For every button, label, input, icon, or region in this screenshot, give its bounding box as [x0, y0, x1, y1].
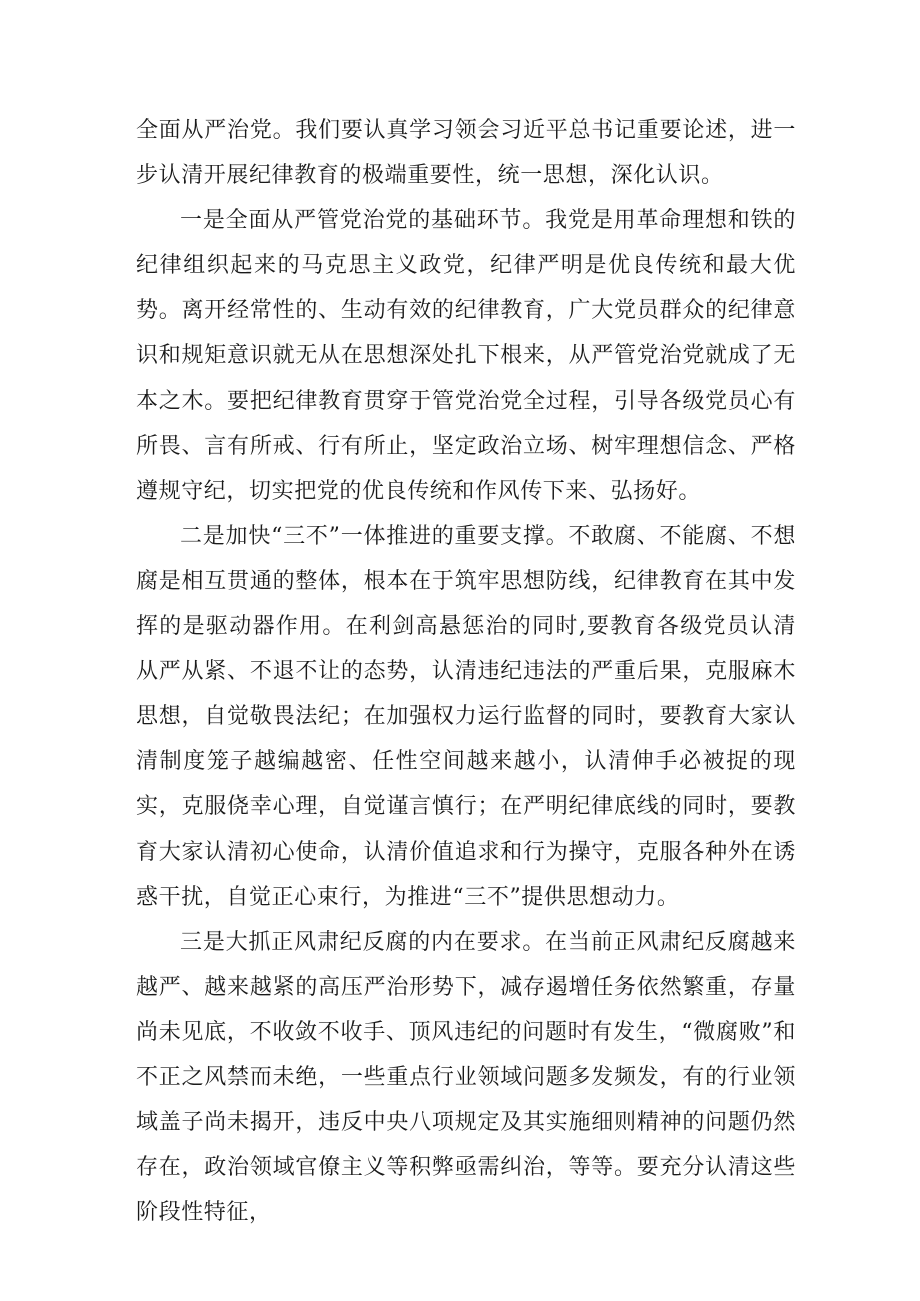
paragraph-point-two: 二是加快“三不”一体推进的重要支撑。不敢腐、不能腐、不想腐是相互贯通的整体，根本在于筑牢思想防线，纪律教育在其中发挥的是驱动器作用。在利剑高悬惩治的同时,要教育各级党员认清从严从紧、不退不让的态势，认清违纪违法的严重后果，克服麻木思想，自觉敬畏法纪；在加强权力运行监督的同时，要教育大家认清制度笼子越编越密、任性空间越来越小，认清伸手必被捉的现实，克服侥幸心理，自觉谨言慎行；在严明纪律底线的同时，要教育大家认清初心使命，认清价值追求和行为操守，克服各种外在诱惑干扰，自觉正心束行，为推进“三不”提供思想动力。: [136, 523, 796, 910]
paragraph-point-one: 一是全面从严管党治党的基础环节。我党是用革命理想和铁的纪律组织起来的马克思主义政党，纪律严明是优良传统和最大优势。离开经常性的、生动有效的纪律教育，广大党员群众的纪律意识和规矩意识就无从在思想深处扎下根来，从严管党治党就成了无本之木。要把纪律教育贯穿于管党治党全过程，引导各级党员心有所畏、言有所戒、行有所止，坚定政治立场、树牢理想信念、严格遵规守纪，切实把党的优良传统和作风传下来、弘扬好。: [136, 208, 796, 504]
document-body: [136, 108, 796, 1235]
paragraph-continuation: 全面从严治党。我们要认真学习领会习近平总书记重要论述，进一步认清开展纪律教育的极端重要性，统一思想，深化认识。: [136, 118, 796, 189]
paragraph-point-three: 三是大抓正风肃纪反腐的内在要求。在当前正风肃纪反腐越来越严、越来越紧的高压严治形势下，减存遏增任务依然繁重，存量尚未见底，不收敛不收手、顶风违纪的问题时有发生，“微腐败”和不正之风禁而未绝，一些重点行业领域问题多发频发，有的行业领域盖子尚未揭开，违反中央八项规定及其实施细则精神的问题仍然存在，政治领域官僚主义等积弊亟需纠治，等等。要充分认清这些阶段性特征，: [136, 929, 796, 1226]
